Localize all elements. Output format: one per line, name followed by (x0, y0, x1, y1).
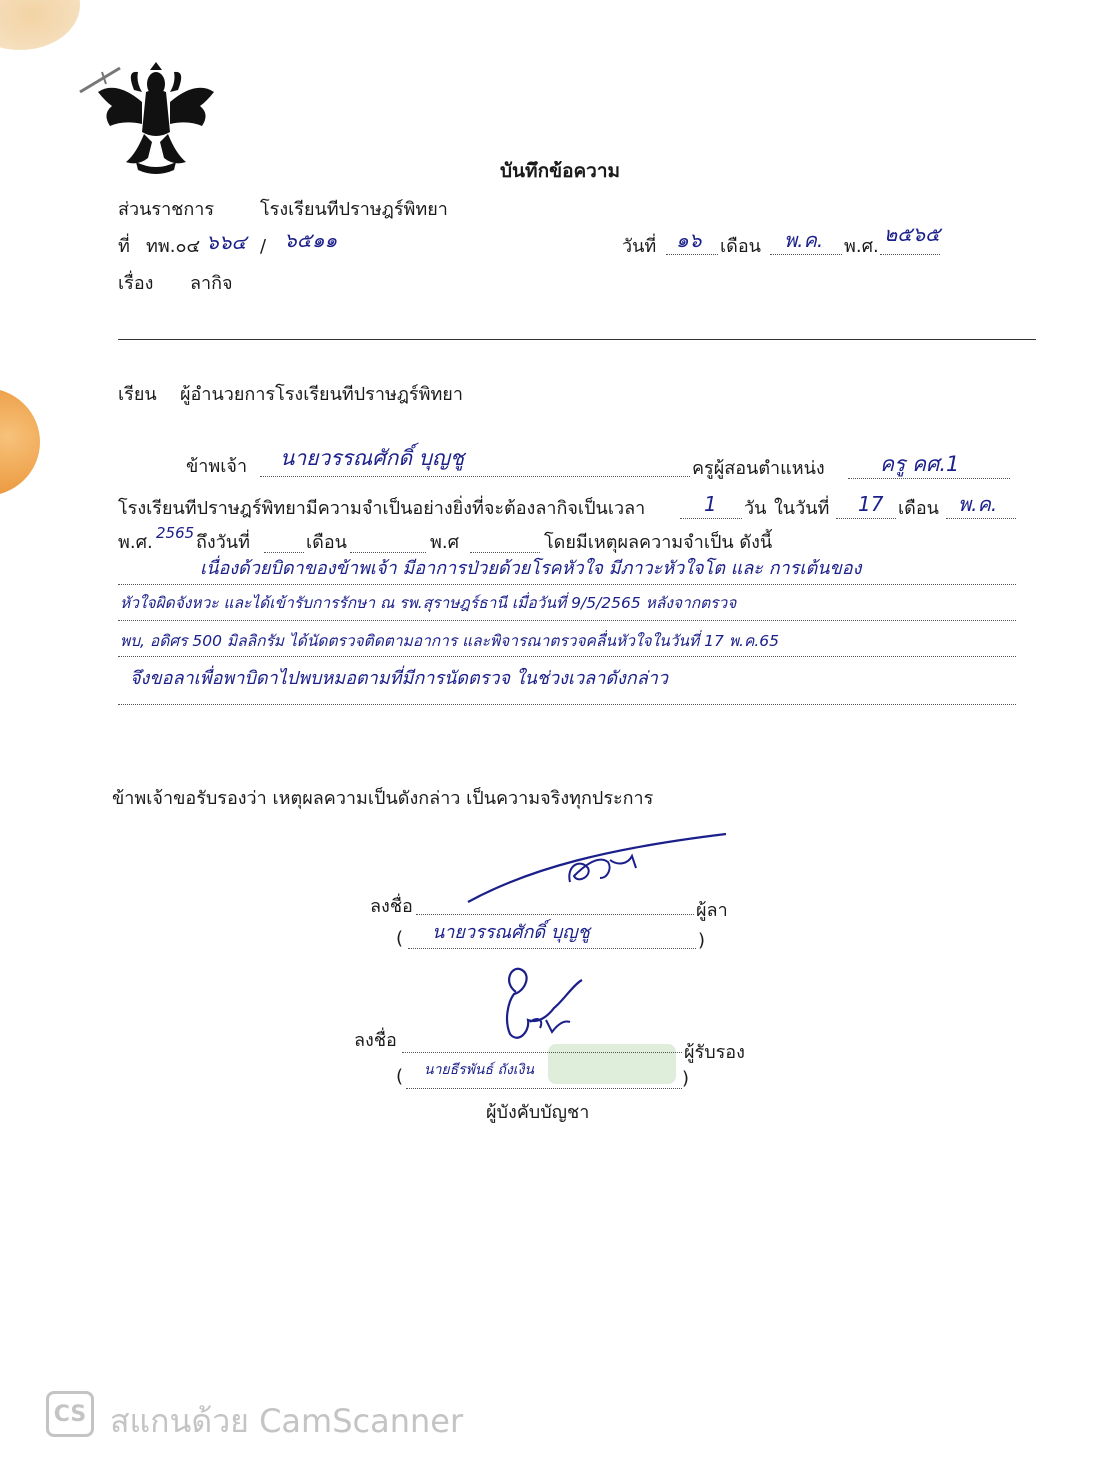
garuda-emblem-icon (76, 62, 226, 182)
line2-ondate-line (836, 518, 896, 519)
sign1-paren-open: ( (396, 928, 404, 949)
sign1-name-hand: นายวรรณศักดิ์ บุญชู (432, 922, 590, 943)
line1-name-hand: นายวรรณศักดิ์ บุญชู (280, 446, 465, 470)
line3-year2-label: พ.ศ (430, 532, 460, 553)
line2-month-label: เดือน (898, 498, 939, 519)
sign1-name-line (408, 948, 696, 949)
certify-text: ข้าพเจ้าขอรับรองว่า เหตุผลความเป็นดังกล่าว เป็นความจริงทุกประการ (112, 788, 654, 809)
sign2-label: ลงชื่อ (354, 1030, 397, 1051)
date-month-line (770, 254, 842, 255)
line3-year2-line (470, 552, 540, 553)
line2-month-line (946, 518, 1016, 519)
date-day-label: วันที่ (622, 236, 657, 257)
to-label: เรียน (118, 384, 157, 405)
agency-label: ส่วนราชการ (118, 199, 215, 220)
signature-1 (450, 826, 740, 910)
to-value: ผู้อำนวยการโรงเรียนทีปราษฎร์พิทยา (180, 384, 463, 405)
date-day-hand: ๑๖ (676, 228, 702, 252)
subject-label: เรื่อง (118, 273, 154, 294)
subject-value: ลากิจ (190, 273, 233, 294)
line3-month-label: เดือน (306, 532, 347, 553)
sign2-name-hand: นายธีรพันธ์ ถังเงิน (424, 1062, 534, 1078)
reason-text-3: พบ, อดิศร 500 มิลลิกรัม ได้นัดตรวจติดตามอาการ และพิจารณาตรวจคลื่นหัวใจในวันที่ 17 พ.ค.65 (120, 632, 779, 650)
reason-text-2: หัวใจผิดจังหวะ และได้เข้ารับการรักษา ณ รพ.สุราษฎร์ธานี เมื่อวันที่ 9/5/2565 หลังจากตรวจ (120, 594, 737, 612)
line3-year-hand: 2565 (156, 524, 195, 542)
line2-day-unit: วัน (744, 498, 767, 519)
sign1-paren-close: ) (698, 930, 706, 951)
line2-days-hand: 1 (704, 492, 717, 516)
sign2-paren-close: ) (682, 1068, 690, 1089)
ref-prefix: ทพ.๐๔ (146, 236, 201, 257)
line3-reason-label: โดยมีเหตุผลความจำเป็น ดังนี้ (544, 532, 773, 553)
sign2-role: ผู้รับรอง (684, 1042, 745, 1063)
line2-month-hand: พ.ค. (958, 492, 998, 516)
line3-year-label: พ.ศ. (118, 532, 153, 553)
ref-slash: / (260, 236, 267, 257)
date-day-line (666, 254, 718, 255)
date-year-label: พ.ศ. (844, 236, 879, 257)
reason-text-1: เนื่องด้วยบิดาของข้าพเจ้า มีอาการป่วยด้วยโรคหัวใจ มีภาวะหัวใจโต และ การเต้นของ (200, 558, 862, 579)
ref-hand-b: ๖๕๑๑ (284, 228, 338, 252)
line2-text: โรงเรียนทีปราษฎร์พิทยามีความจำเป็นอย่างยิ่งที่จะต้องลากิจเป็นเวลา (118, 498, 646, 519)
date-month-label: เดือน (720, 236, 761, 257)
line2-days-line (680, 518, 742, 519)
scan-corner-shadow (0, 0, 80, 50)
line1-pos-hand: ครู คศ.1 (880, 452, 960, 476)
sign2-name-line (406, 1088, 682, 1089)
sign1-role: ผู้ลา (696, 900, 728, 921)
reason-line-1 (118, 584, 1016, 585)
reason-line-2 (118, 620, 1016, 621)
line1-pos-label: ครูผู้สอนตำแหน่ง (692, 458, 825, 479)
supervisor-title: ผู้บังคับบัญชา (486, 1102, 590, 1123)
date-year-line (880, 254, 940, 255)
sign1-line (416, 914, 694, 915)
memo-title: บันทึกข้อความ (500, 160, 621, 182)
line3-month-line (350, 552, 426, 553)
sign1-label: ลงชื่อ (370, 896, 413, 917)
reason-line-4 (118, 704, 1016, 705)
line3-to-line (264, 552, 304, 553)
line1-pos-line (848, 478, 1010, 479)
sign2-paren-open: ( (396, 1066, 404, 1087)
camscanner-logo: CS (46, 1391, 94, 1437)
reason-line-3 (118, 656, 1016, 657)
line1-name-line (260, 476, 690, 477)
finger-shadow (0, 388, 40, 496)
green-stamp-mark (548, 1044, 676, 1084)
line1-label: ข้าพเจ้า (186, 456, 248, 477)
ref-hand-a: ๖๖๔ (206, 230, 247, 254)
date-month-hand: พ.ค. (784, 228, 824, 252)
line3-to-label: ถึงวันที่ (196, 532, 250, 553)
date-year-hand: ๒๕๖๕ (884, 222, 941, 246)
line2-ondate-hand: 17 (858, 492, 884, 516)
camscanner-watermark: สแกนด้วย CamScanner (110, 1402, 464, 1440)
header-divider (118, 339, 1036, 340)
signature-2 (478, 962, 598, 1050)
line2-ondate-label: ในวันที่ (774, 498, 830, 519)
sign2-line (402, 1052, 682, 1053)
ref-label: ที่ (118, 236, 130, 257)
reason-text-4: จึงขอลาเพื่อพาบิดาไปพบหมอตามที่มีการนัดตรวจ ในช่วงเวลาดังกล่าว (130, 668, 668, 689)
agency-value: โรงเรียนทีปราษฎร์พิทยา (260, 199, 448, 220)
